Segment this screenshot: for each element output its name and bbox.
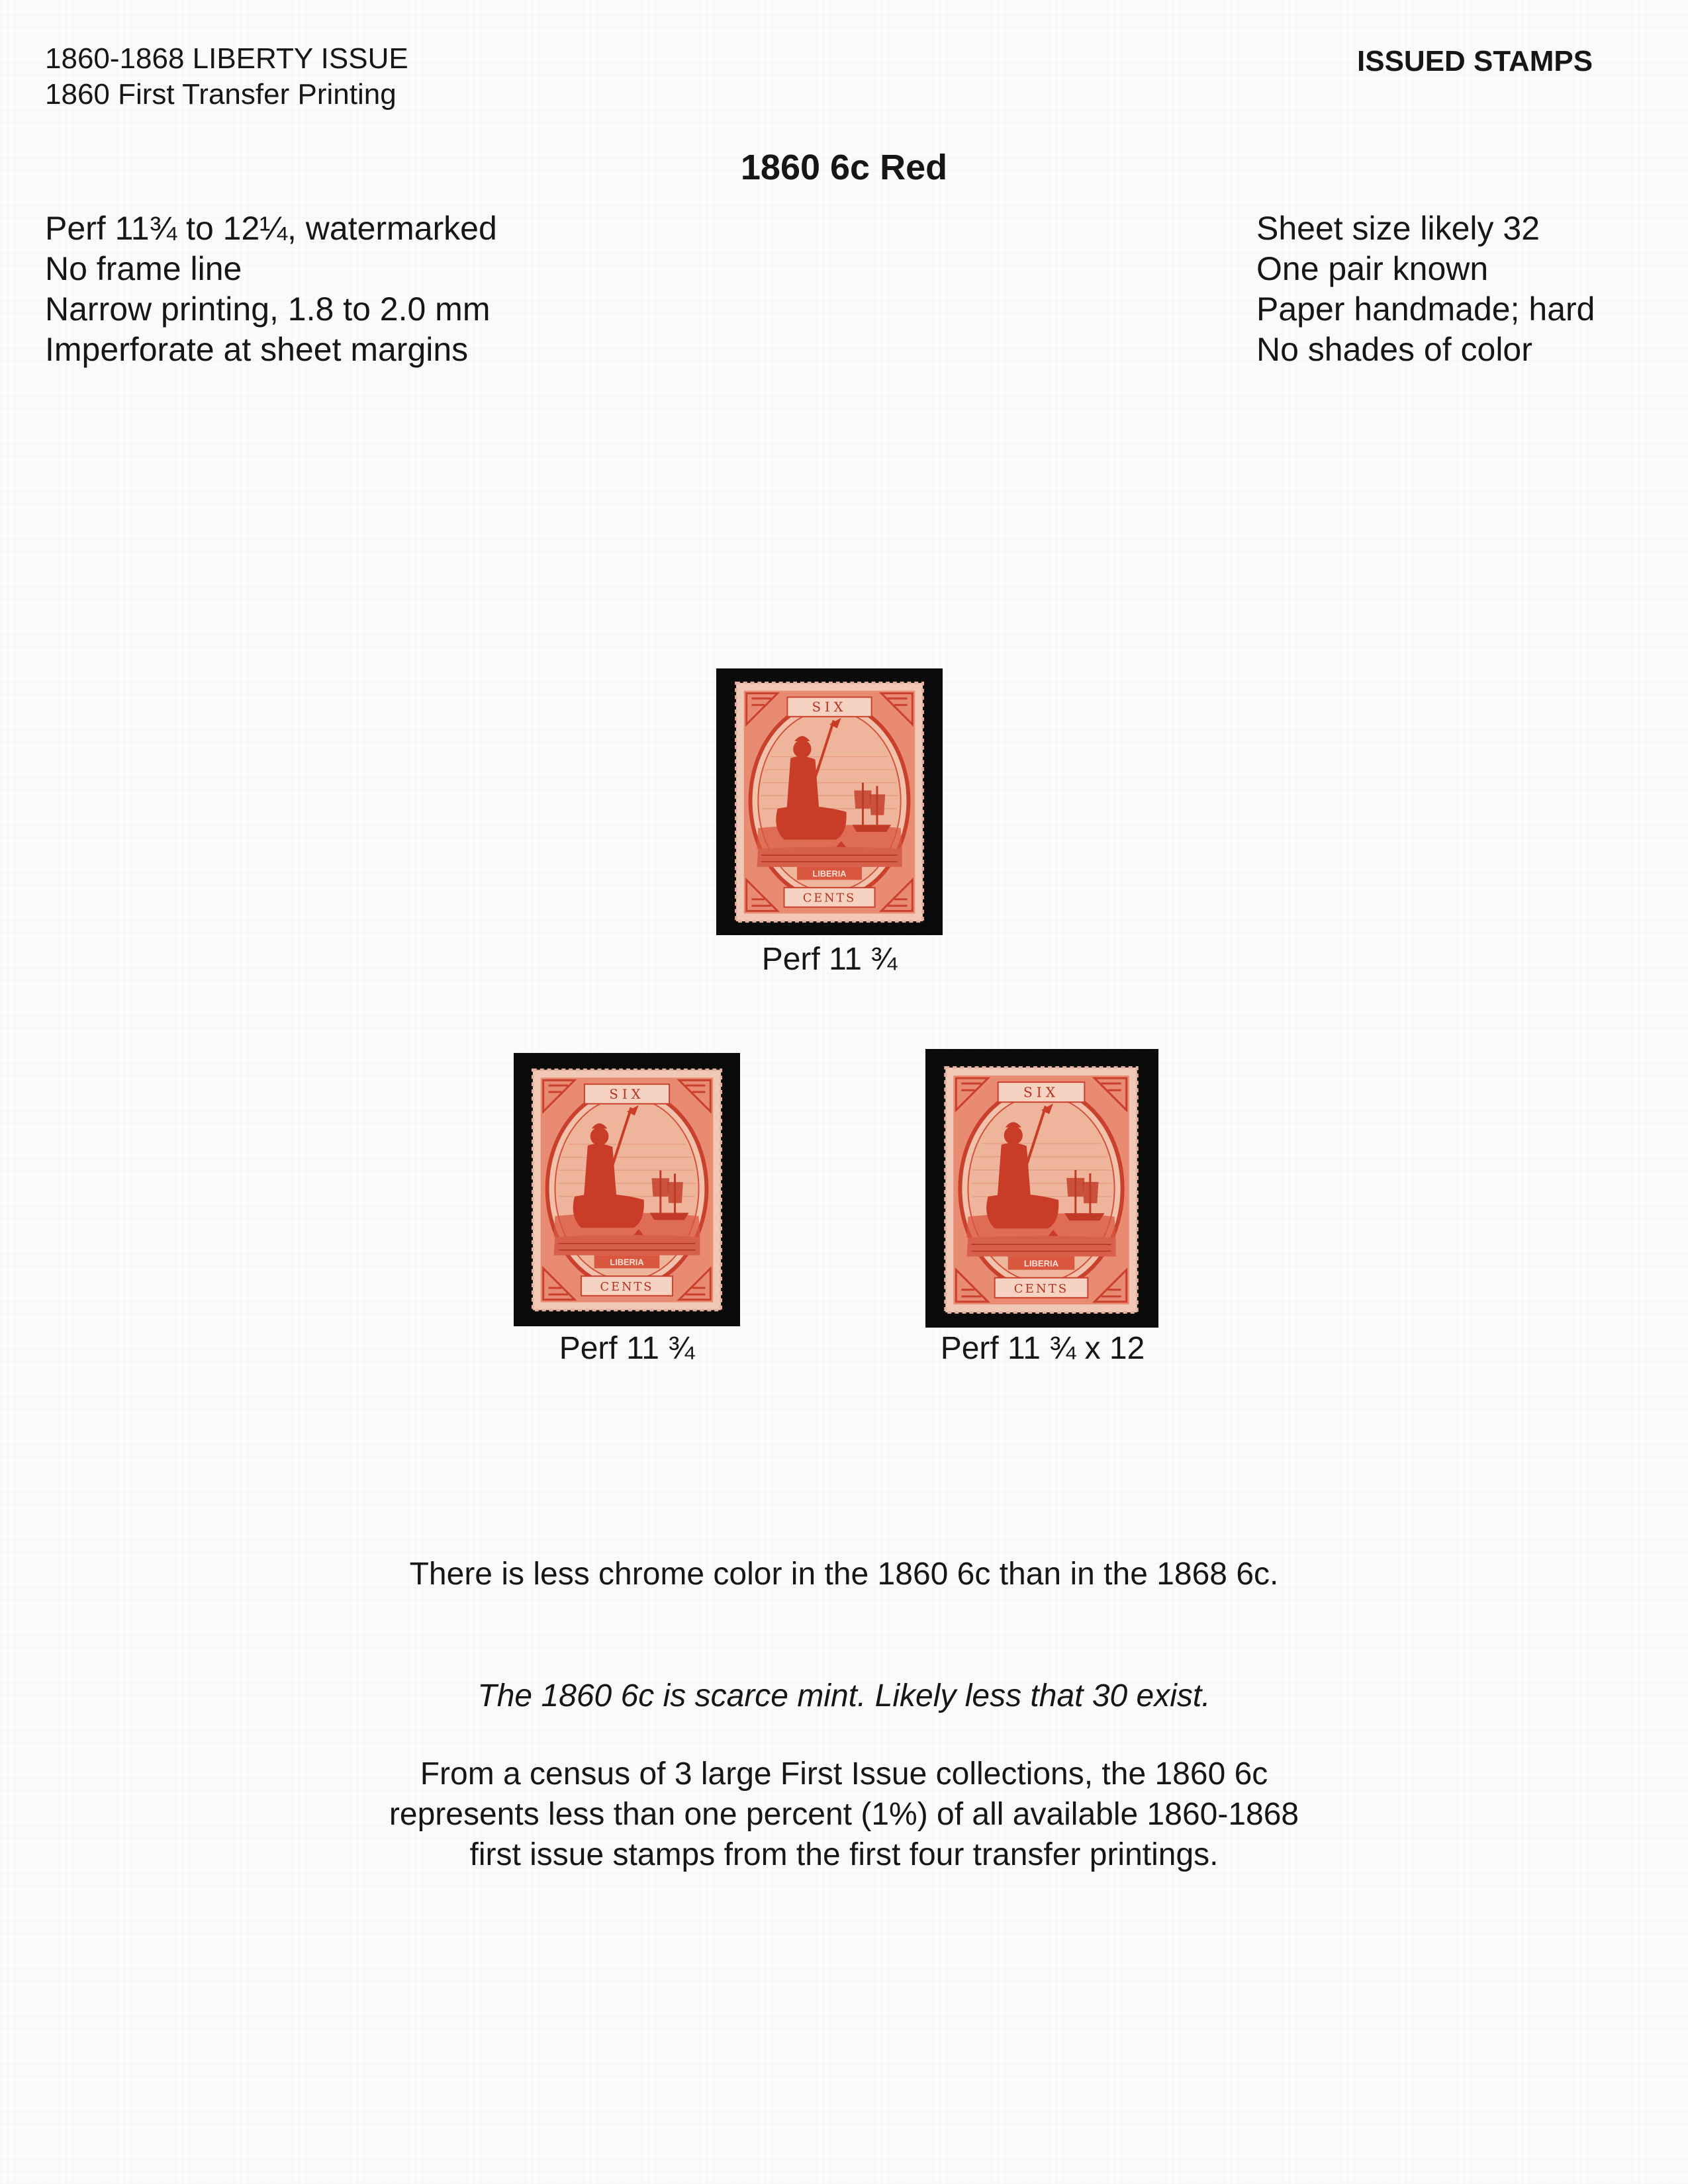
spec-paper: Paper handmade; hard (1256, 291, 1595, 328)
issue-series: 1860-1868 LIBERTY ISSUE (45, 42, 408, 75)
spec-margins: Imperforate at sheet margins (45, 331, 469, 368)
spec-frame-line: No frame line (45, 250, 242, 287)
note-chrome-color: There is less chrome color in the 1860 6c than in the 1868 6c. (409, 1557, 1279, 1592)
stamp-mount-2 (514, 1053, 740, 1326)
spec-printing-width: Narrow printing, 1.8 to 2.0 mm (45, 291, 491, 328)
stamp-caption-2: Perf 11 ¾ (559, 1331, 695, 1366)
page-header-left (45, 41, 408, 113)
spec-shades: No shades of color (1256, 331, 1532, 368)
section-label: ISSUED STAMPS (1357, 45, 1593, 77)
note-census-line-3: first issue stamps from the first four transfer printings. (469, 1837, 1219, 1872)
stamp-caption-1: Perf 11 ¾ (761, 942, 898, 977)
stamp-1-country-text: LIBERIA (812, 868, 847, 879)
note-scarcity: The 1860 6c is scarce mint. Likely less that 30 exist. (477, 1678, 1211, 1713)
stamp-mount-3 (925, 1049, 1158, 1328)
specs-left (45, 208, 497, 370)
stamp-image-2 (529, 1065, 725, 1315)
note-census-line-2: represents less than one percent (1%) of all available 1860-1868 (389, 1797, 1299, 1832)
stamp-3-country-text: LIBERIA (1023, 1258, 1059, 1269)
stamp-caption-3: Perf 11 ¾ x 12 (940, 1331, 1145, 1366)
spec-pairs-known: One pair known (1256, 250, 1489, 287)
note-census (0, 1754, 1688, 1875)
page-title: 1860 6c Red (740, 148, 948, 187)
stamp-3-value-text: SIX (1023, 1084, 1060, 1101)
spec-perforation: Perf 11¾ to 12¼, watermarked (45, 210, 497, 247)
stamp-2-value-text: SIX (609, 1086, 645, 1102)
printing-name: 1860 First Transfer Printing (45, 78, 397, 111)
stamp-image-3 (940, 1064, 1143, 1316)
stamp-3-cents-text: CENTS (1013, 1281, 1069, 1296)
stamp-mount-1 (716, 668, 943, 935)
stamp-image-1 (731, 679, 928, 925)
stamp-1-cents-text: CENTS (802, 891, 857, 905)
note-census-line-1: From a census of 3 large First Issue collections, the 1860 6c (420, 1756, 1268, 1792)
stamp-1-value-text: SIX (812, 699, 847, 715)
specs-right (1256, 208, 1595, 370)
spec-sheet-size: Sheet size likely 32 (1256, 210, 1540, 247)
stamp-2-cents-text: CENTS (600, 1280, 654, 1294)
stamp-2-country-text: LIBERIA (610, 1257, 644, 1267)
